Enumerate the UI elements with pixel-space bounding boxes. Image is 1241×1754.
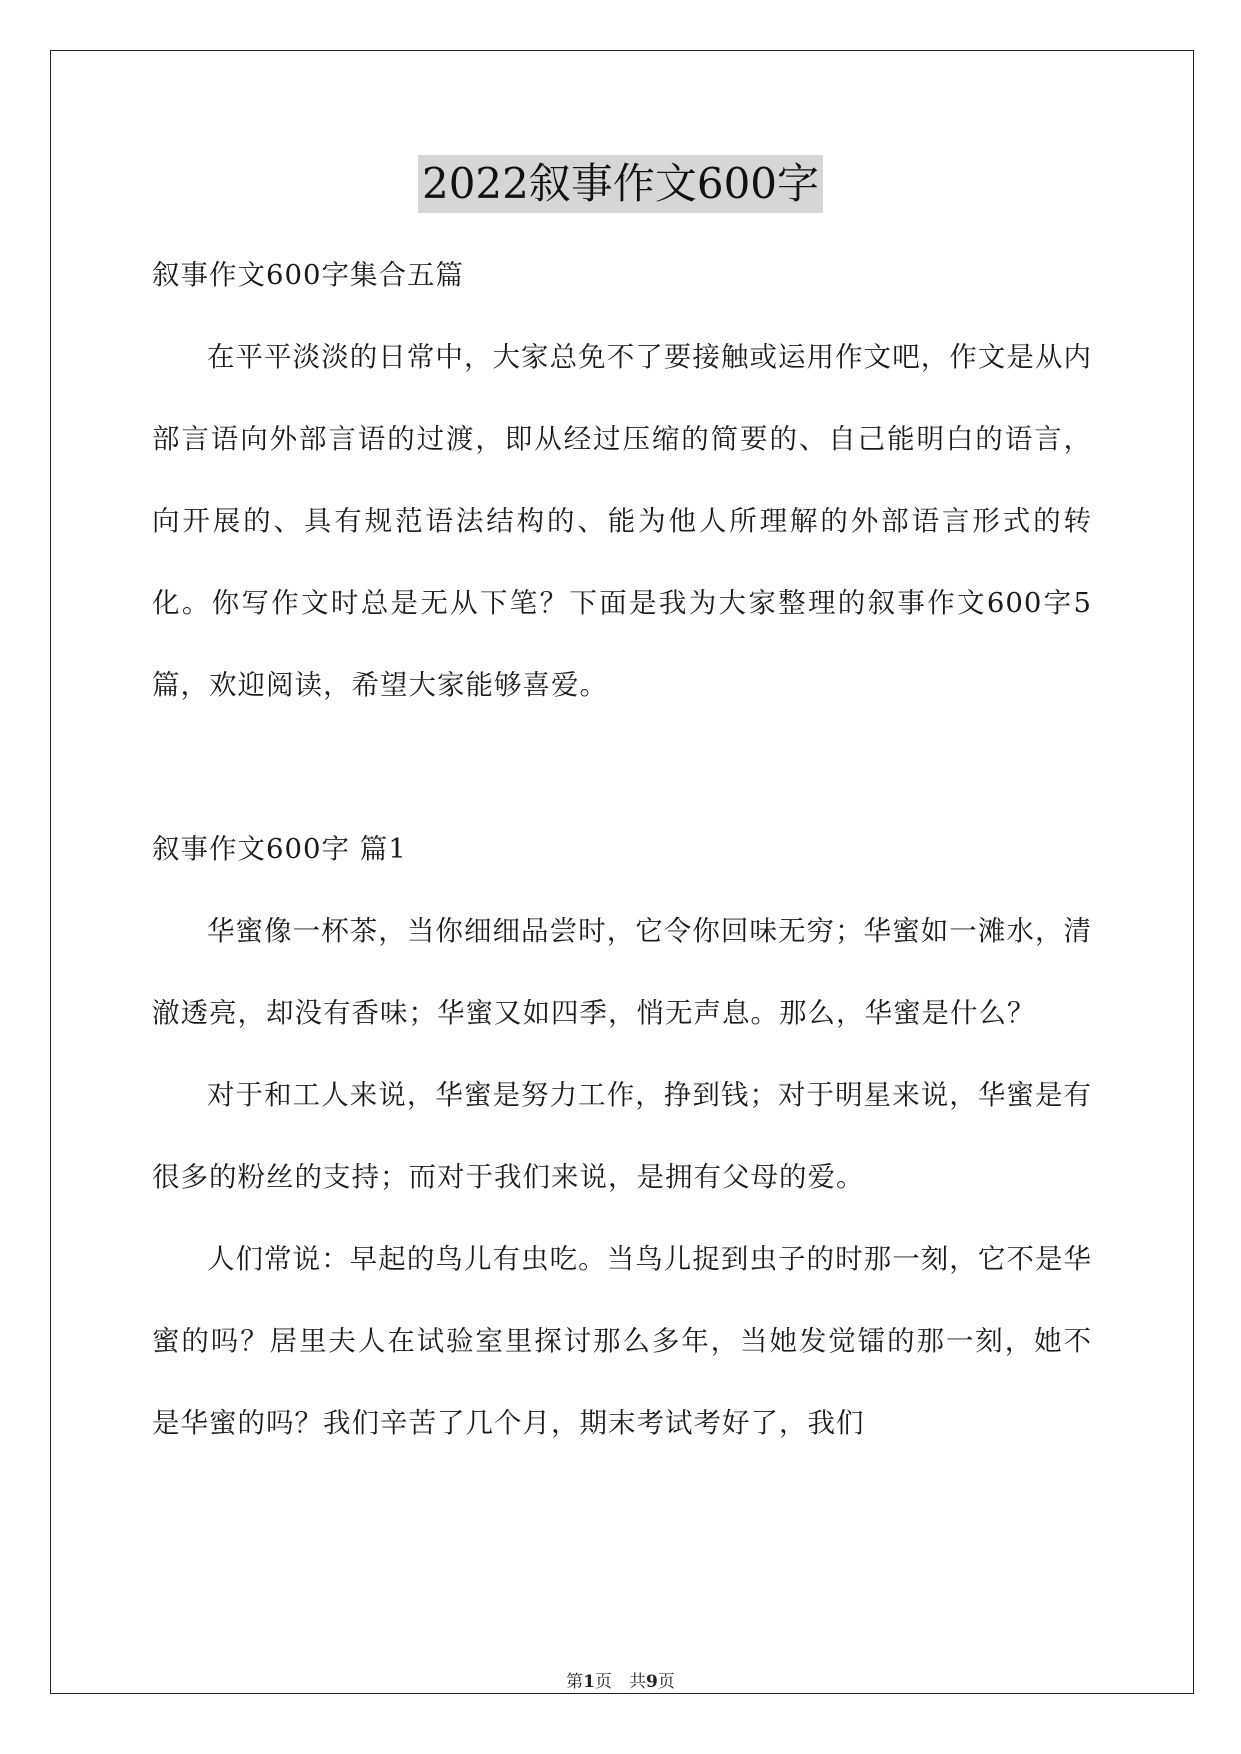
page-prefix: 第 [566, 1672, 584, 1692]
current-page-number: 1 [583, 1672, 595, 1692]
page-suffix: 页 [657, 1672, 675, 1692]
page-mid: 页 共 [595, 1672, 646, 1692]
total-page-number: 9 [646, 1672, 658, 1692]
body-paragraph: 华蜜像一杯茶，当你细细品尝时，它令你回味无穷；华蜜如一滩水，清澈透亮，却没有香味；华蜜又如四季，悄无声息。那么，华蜜是什么？ [152, 915, 1092, 1029]
intro-paragraph: 在平平淡淡的日常中，大家总免不了要接触或运用作文吧，作文是从内部言语向外部言语的过渡，即从经过压缩的简要的、自己能明白的语言，向开展的、具有规范语法结构的、能为他人所理解的外部语言形式的转化。你写作文时总是无从下笔？下面是我为大家整理的叙事作文600字5篇，欢迎阅读，希望大家能够喜爱。 [152, 341, 1092, 701]
page-footer [0, 1667, 1241, 1692]
body-paragraph: 对于和工人来说，华蜜是努力工作，挣到钱；对于明星来说，华蜜是有很多的粉丝的支持；而对于我们来说，是拥有父母的爱。 [152, 1079, 1092, 1193]
section-spacer [152, 726, 1092, 808]
document-title-container [0, 155, 1241, 213]
document-title: 2022叙事作文600字 [418, 155, 823, 213]
section-heading: 叙事作文600字 篇1 [152, 833, 407, 865]
document-body [152, 234, 1092, 1464]
body-paragraph: 人们常说：早起的鸟儿有虫吃。当鸟儿捉到虫子的时那一刻，它不是华蜜的吗？居里夫人在试验室里探讨那么多年，当她发觉镭的那一刻，她不是华蜜的吗？我们辛苦了几个月，期末考试考好了，我们 [152, 1243, 1092, 1439]
document-subtitle: 叙事作文600字集合五篇 [152, 259, 464, 291]
